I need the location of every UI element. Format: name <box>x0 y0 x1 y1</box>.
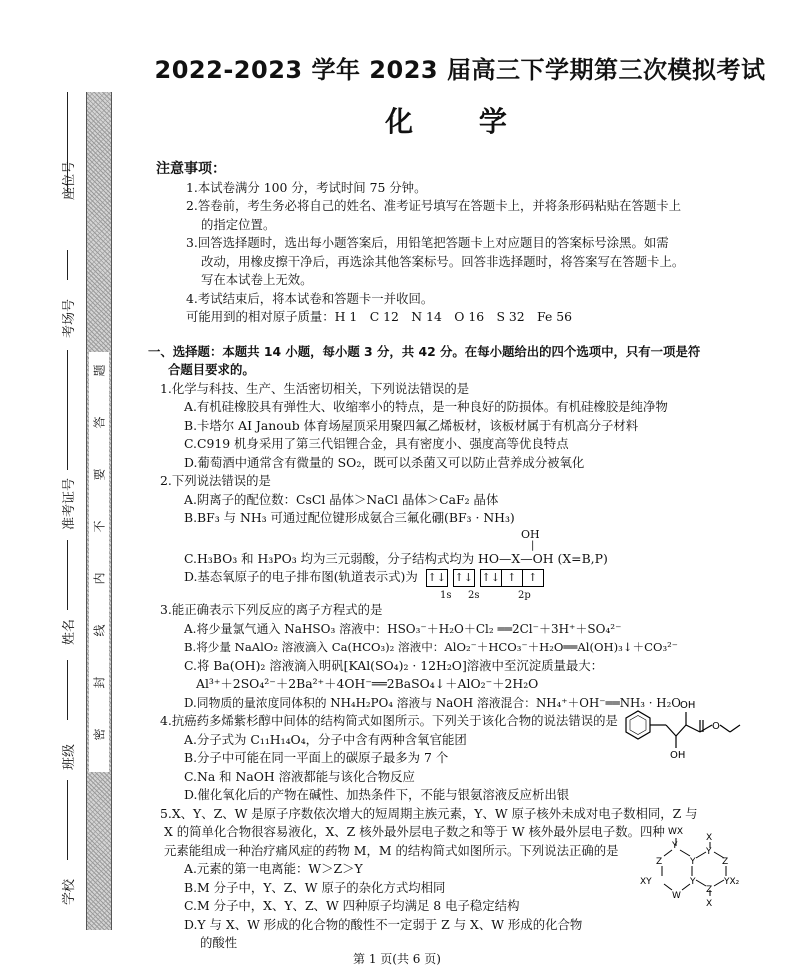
school-label: 学校 <box>62 878 77 905</box>
option: A.阴离子的配位数：CsCl 晶体＞NaCl 晶体＞CaF₂ 晶体 <box>184 491 499 507</box>
strip-char: 题 <box>92 364 107 377</box>
subject-title: 化 学 <box>385 105 535 138</box>
option-d-orbital <box>156 568 782 587</box>
ring-atom: Z <box>656 857 663 867</box>
question-3: 3.能正确表示下列反应的离子方程式的是 <box>160 602 383 617</box>
strip-char: 不 <box>92 520 107 533</box>
strip-char: 要 <box>92 468 107 481</box>
option: B.BF₃ 与 NH₃ 可通过配位键形成氨合三氟化硼(BF₃ · NH₃) <box>184 510 515 525</box>
option: B.将少量 NaAlO₂ 溶液滴入 Ca(HCO₃)₂ 溶液中：AlO₂⁻＋HCO₃⁻＋H₂O══Al(OH)₃↓＋CO₃²⁻ <box>184 640 678 654</box>
strip-char: 封 <box>92 676 107 689</box>
notice-item: 改动，用橡皮擦干净后，再选涂其他答案标号。回答非选择题时，将答案写在答题卡上。 <box>201 253 685 269</box>
option: B.分子中可能在同一平面上的碳原子最多为 7 个 <box>184 750 449 765</box>
notice-item: 1.本试卷满分 100 分，考试时间 75 分钟。 <box>186 179 427 195</box>
option: C.M 分子中，X、Y、Z、W 四种原子均满足 8 电子稳定结构 <box>184 898 520 913</box>
strip-char: 答 <box>92 416 107 429</box>
section-heading-cont: 合题目要求的。 <box>168 362 255 377</box>
oh-substituent: OH <box>521 527 540 541</box>
option: A.将少量氯气通入 NaHSO₃ 溶液中：HSO₃⁻＋H₂O＋Cl₂ ══2Cl⁻＋3H⁺＋SO₄²⁻ <box>184 621 622 636</box>
notice-item: 的指定位置。 <box>201 216 276 232</box>
option: A.有机硅橡胶具有弹性大、收缩率小的特点，是一种良好的防损体。有机硅橡胶是纯净物 <box>184 399 668 414</box>
option-cont: 的酸性 <box>200 935 238 950</box>
notice-item: 2.答卷前，考生务必将自己的姓名、准考证号填写在答题卡上，并将条形码粘贴在答题卡上 <box>186 198 682 213</box>
ring-atom: Y <box>672 841 678 851</box>
option: D.葡萄酒中通常含有微量的 SO₂，既可以杀菌又可以防止营养成分被氧化 <box>184 454 585 470</box>
ticket-line <box>67 350 68 470</box>
ring-atom: Y <box>706 847 712 857</box>
ring-atom: YX₂ <box>724 877 740 887</box>
strip-notice-box <box>89 352 109 772</box>
option: C.Na 和 NaOH 溶液都能与该化合物反应 <box>184 768 415 784</box>
question-4: 4.抗癌药多烯紫杉醇中间体的结构简式如图所示。下列关于该化合物的说法错误的是 <box>160 713 618 728</box>
o-label: O <box>712 721 720 732</box>
option: C.将 Ba(OH)₂ 溶液滴入明矾[KAl(SO₄)₂ · 12H₂O]溶液中至沉淀质量最大： <box>184 657 604 673</box>
option: C.C919 机身采用了第三代铝锂合金，具有密度小、强度高等优良特点 <box>184 436 569 451</box>
orbital-labels <box>156 587 782 601</box>
binding-margin <box>0 0 112 977</box>
benzene-inner <box>630 716 646 735</box>
question-2: 2.下列说法错误的是 <box>160 473 271 488</box>
orbital-diagram <box>426 569 549 587</box>
option: B.M 分子中，Y、Z、W 原子的杂化方式均相同 <box>184 879 446 895</box>
ring-atom: WX <box>668 827 684 837</box>
ring-atom: X <box>706 833 713 843</box>
option: B.卡塔尔 AI Janoub 体育场屋顶采用聚四氟乙烯板材，该板材属于有机高分子材料 <box>184 417 639 433</box>
notice-item: 4.考试结束后，将本试卷和答题卡一并收回。 <box>186 290 434 306</box>
strip-char: 内 <box>92 572 107 585</box>
atomic-mass-line: 可能用到的相对原子质量：H 1 C 12 N 14 O 16 S 32 Fe 56 <box>186 309 573 324</box>
binding-strip <box>86 92 112 930</box>
orbital-box: ↑ <box>501 569 523 587</box>
question-5: 5.X、Y、Z、W 是原子序数依次增大的短周期主族元素，Y、W 原子核外未成对电子数相同，Z 与 <box>160 805 698 821</box>
bond-vertical: | <box>531 539 535 551</box>
orbital-box: ↑↓ <box>480 569 502 587</box>
notice-item: 写在本试卷上无效。 <box>201 272 313 287</box>
seat-label: 座位号 <box>62 160 77 200</box>
option-cont: Al³⁺＋2SO₄²⁻＋2Ba²⁺＋4OH⁻══2BaSO₄↓＋AlO₂⁻＋2H₂O <box>196 676 539 691</box>
option: C.H₃BO₃ 和 H₃PO₃ 均为三元弱酸，分子结构式均为 HO—X—OH (X=B,P) <box>184 550 608 566</box>
room-label: 考场号 <box>62 298 77 338</box>
ring-atom: Y <box>690 877 696 887</box>
option: D.催化氧化后的产物在碱性、加热条件下，不能与银氨溶液反应析出银 <box>184 787 570 802</box>
room-line <box>67 250 68 280</box>
question-5-cont: X 的简单化合物很容易液化，X、Z 核外最外层电子数之和等于 W 核外最外层电子数。四种 <box>164 824 665 839</box>
option: D.同物质的量浓度同体积的 NH₄H₂PO₄ 溶液与 NaOH 溶液混合：NH₄⁺＋OH⁻══NH₃ · H₂O <box>184 695 681 710</box>
orbital-label: 1s <box>440 590 452 601</box>
orbital-label: 2p <box>518 590 531 601</box>
page-footer: 第 1 页(共 6 页) <box>353 952 441 966</box>
ring-atom: X <box>706 899 713 909</box>
question-1: 1.化学与科技、生产、生活密切相关，下列说法错误的是 <box>160 380 470 396</box>
ticket-label: 准考证号 <box>62 477 77 530</box>
compound-structure-q5 <box>636 816 776 916</box>
option: A.元素的第一电离能：W＞Z＞Y <box>184 861 363 876</box>
name-label: 姓名 <box>62 618 77 645</box>
question-5-cont: 元素能组成一种治疗痛风症的药物 M，M 的结构简式如图所示。下列说法正确的是 <box>164 842 619 858</box>
oh-label: OH <box>680 700 696 711</box>
compound-structure-q4 <box>612 696 772 762</box>
option: D.Y 与 X、W 形成的化合物的酸性不一定弱于 Z 与 X、W 形成的化合物 <box>184 916 583 932</box>
name-line <box>67 540 68 610</box>
class-label: 班级 <box>62 743 77 770</box>
notice-item: 3.回答选择题时，选出每小题答案后，用铅笔把答题卡上对应题目的答案标号涂黑。如需 <box>186 235 669 250</box>
ring-atom: Y <box>690 857 696 867</box>
notice-heading: 注意事项： <box>156 161 226 177</box>
ring-atom: XY <box>640 877 652 887</box>
option: D.基态氧原子的电子排布图(轨道表示式)为 <box>184 569 418 584</box>
orbital-box: ↑ <box>522 569 544 587</box>
exam-title: 2022-2023 学年 2023 届高三下学期第三次模拟考试 <box>154 56 766 84</box>
orbital-box: ↑↓ <box>426 569 448 587</box>
class-line <box>67 660 68 720</box>
orbital-label: 2s <box>468 590 480 601</box>
strip-char: 密 <box>92 728 107 741</box>
ring-atom: W <box>672 891 681 901</box>
orbital-box: ↑↓ <box>453 569 475 587</box>
option: A.分子式为 C₁₁H₁₄O₄，分子中含有两种含氧官能团 <box>184 731 467 747</box>
section-heading: 一、选择题：本题共 14 小题，每小题 3 分，共 42 分。在每小题给出的四个选项中，只有一项是符 <box>148 343 701 359</box>
strip-char: 线 <box>92 624 107 637</box>
school-line <box>67 780 68 860</box>
ring-atom: Z <box>706 885 713 895</box>
ring-atom: Z <box>722 857 729 867</box>
oh-label: OH <box>670 750 686 761</box>
